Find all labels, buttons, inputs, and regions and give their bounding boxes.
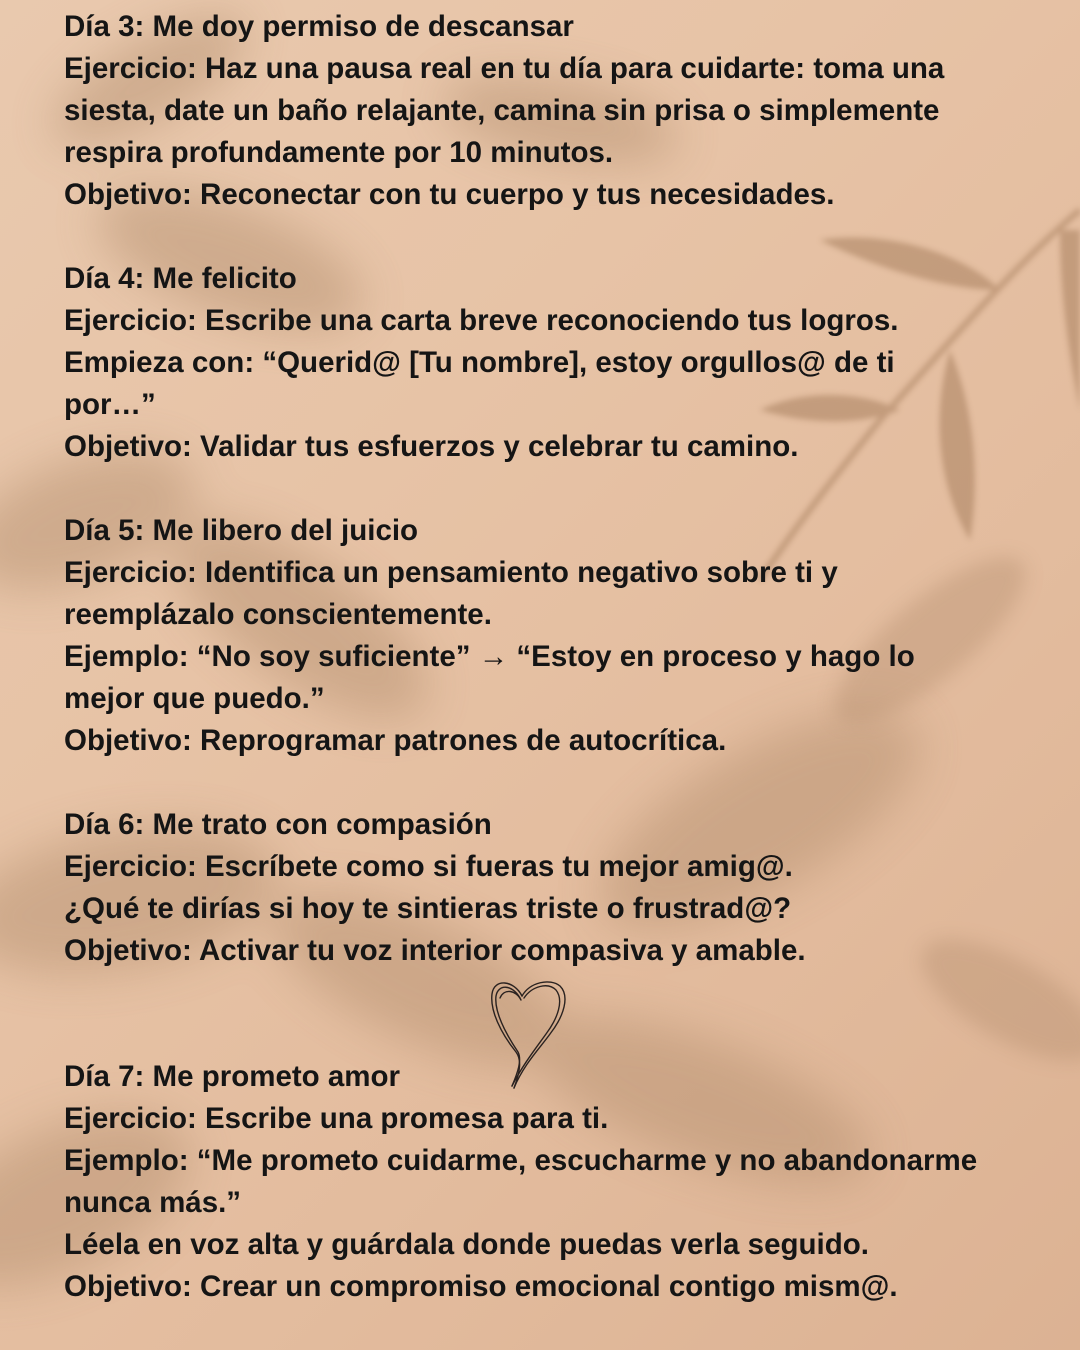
day-line: Objetivo: Validar tus esfuerzos y celebrar tu camino. [64,430,799,463]
day-line: Ejercicio: Haz una pausa real en tu día para cuidarte: toma una [64,52,945,85]
day-line: ¿Qué te dirías si hoy te sintieras triste o frustrad@? [64,892,792,925]
day-line: Ejercicio: Escribe una promesa para ti. [64,1102,609,1135]
day-line: Ejemplo: “Me prometo cuidarme, escucharme y no abandonarme [64,1144,978,1177]
day-line: mejor que puedo.” [64,682,325,715]
day-line: Objetivo: Activar tu voz interior compasiva y amable. [64,934,806,967]
day-line: reemplázalo conscientemente. [64,598,492,631]
day-title: Día 6: Me trato con compasión [64,808,492,841]
day-line: Objetivo: Reconectar con tu cuerpo y tus necesidades. [64,178,835,211]
day-line: Ejemplo: “No soy suficiente” → “Estoy en proceso y hago lo [64,640,915,673]
day-line: nunca más.” [64,1186,242,1219]
spacer [64,468,1044,510]
day-line: Ejercicio: Identifica un pensamiento negativo sobre ti y [64,556,838,589]
heart-doodle-icon [484,972,576,1096]
day-title: Día 7: Me prometo amor [64,1060,401,1093]
day-title: Día 3: Me doy permiso de descansar [64,10,574,43]
challenge-text-block [64,6,1044,1308]
day-title: Día 5: Me libero del juicio [64,514,419,547]
day-line: Ejercicio: Escríbete como si fueras tu mejor amig@. [64,850,793,883]
day-line: respira profundamente por 10 minutos. [64,136,614,169]
day-title: Día 4: Me felicito [64,262,297,295]
spacer [64,762,1044,804]
spacer [64,216,1044,258]
day-line: Objetivo: Reprogramar patrones de autocrítica. [64,724,727,757]
day-line: Ejercicio: Escribe una carta breve reconociendo tus logros. [64,304,899,337]
day-line: Léela en voz alta y guárdala donde puedas verla seguido. [64,1228,869,1261]
day-line: por…” [64,388,156,421]
day-line: siesta, date un baño relajante, camina sin prisa o simplemente [64,94,940,127]
day-line: Empieza con: “Querid@ [Tu nombre], estoy orgullos@ de ti [64,346,895,379]
day-line: Objetivo: Crear un compromiso emocional contigo mism@. [64,1270,898,1303]
